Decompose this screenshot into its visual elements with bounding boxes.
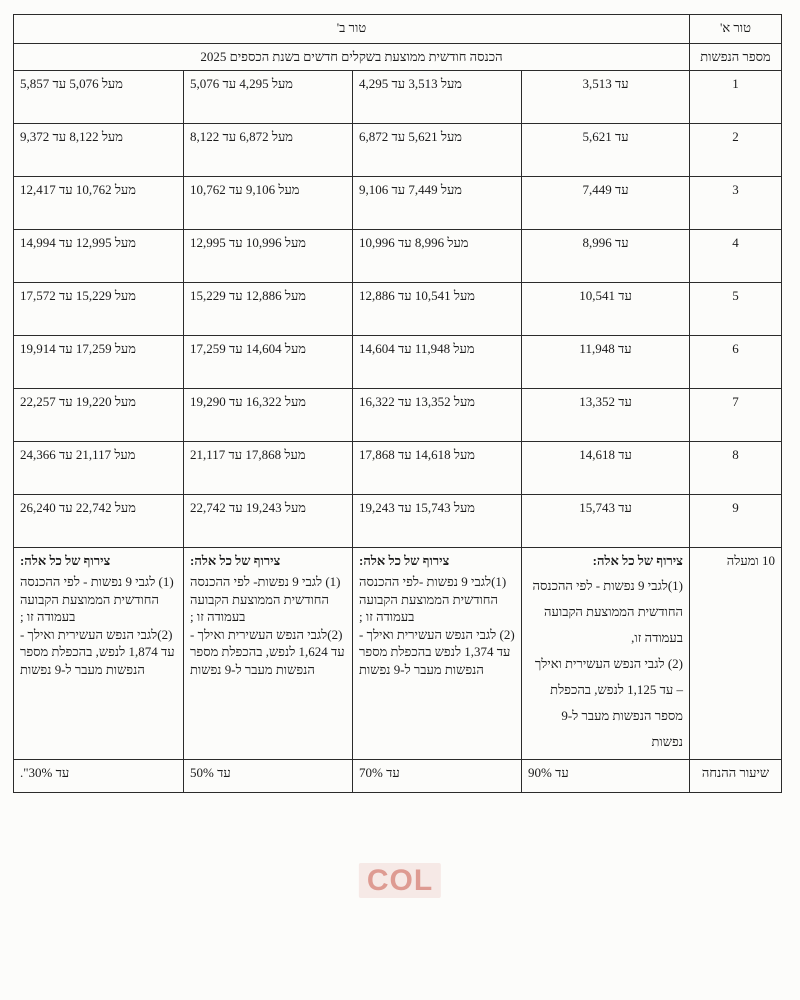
table-rate-row	[13, 760, 781, 793]
row-range-4: מעל 10,762 עד 12,417	[13, 176, 183, 229]
row-range-1: עד 13,352	[522, 388, 690, 441]
row-range-3: מעל 14,604 עד 17,259	[184, 335, 353, 388]
row-number: 6	[690, 335, 782, 388]
row-range-4: מעל 17,259 עד 19,914	[13, 335, 183, 388]
row-range-2: מעל 7,449 עד 9,106	[353, 176, 522, 229]
row-range-2: מעל 8,996 עד 10,996	[353, 229, 522, 282]
row-range-3: מעל 19,243 עד 22,742	[184, 494, 353, 547]
table-row	[13, 123, 781, 176]
rate-value-3: עד 50%	[184, 760, 353, 793]
row-range-2: מעל 15,743 עד 19,243	[353, 494, 522, 547]
row-range-1: עד 15,743	[522, 494, 690, 547]
row-range-3: מעל 12,886 עד 15,229	[184, 282, 353, 335]
header-col-a: טור א'	[690, 15, 782, 44]
row-range-3: מעל 6,872 עד 8,122	[184, 123, 353, 176]
table-summary-row	[13, 547, 781, 760]
table-header-row	[13, 15, 781, 44]
row-range-4: מעל 21,117 עד 24,366	[13, 441, 183, 494]
row-range-3: מעל 17,868 עד 21,117	[184, 441, 353, 494]
row-range-3: מעל 4,295 עד 5,076	[184, 70, 353, 123]
summary-note-1	[522, 547, 690, 760]
watermark	[349, 862, 451, 900]
summary-note-2-title: צירוף של כל אלה:	[359, 552, 450, 568]
summary-note-4-line2: (2)לגבי הנפש העשירית ואילך - עד 1,874 לנפש, בהכפלת מספר הנפשות מעבר ל-9 נפשות	[19, 626, 175, 677]
table-row	[13, 441, 781, 494]
rate-value-2: עד 70%	[353, 760, 522, 793]
summary-note-4-line1: (1) לגבי 9 נפשות - לפי ההכנסה החודשית הממוצעת הקבועה בעמודה זו ;	[19, 574, 174, 625]
row-range-4: מעל 8,122 עד 9,372	[13, 123, 183, 176]
table-row	[13, 388, 781, 441]
summary-note-4	[13, 547, 183, 760]
row-number: 4	[690, 229, 782, 282]
summary-note-2	[353, 547, 522, 760]
row-range-1: עד 11,948	[522, 335, 690, 388]
row-range-2: מעל 14,618 עד 17,868	[353, 441, 522, 494]
row-range-4: מעל 22,742 עד 26,240	[13, 494, 183, 547]
summary-note-4-title: צירוף של כל אלה:	[19, 552, 111, 568]
row-number: 2	[690, 123, 782, 176]
row-range-3: מעל 16,322 עד 19,290	[184, 388, 353, 441]
row-range-4: מעל 12,995 עד 14,994	[13, 229, 183, 282]
table-row	[13, 335, 781, 388]
row-number: 1	[690, 70, 782, 123]
table-row	[13, 229, 781, 282]
row-range-1: עד 8,996	[522, 229, 690, 282]
row-number: 3	[690, 176, 782, 229]
summary-note-3-line1: (1) לגבי 9 נפשות- לפי ההכנסה החודשית הממוצעת הקבועה בעמודה זו ;	[190, 574, 341, 625]
summary-note-3-line2: (2)לגבי הנפש העשירית ואילך - עד 1,624 לנפש, בהכפלת מספר הנפשות מעבר ל-9 נפשות	[190, 626, 345, 677]
income-discount-table	[13, 14, 782, 793]
row-range-4: מעל 5,076 עד 5,857	[13, 70, 183, 123]
row-range-1: עד 3,513	[522, 70, 690, 123]
table-row	[13, 70, 781, 123]
header-col-b: טור ב'	[13, 15, 689, 44]
rate-row-label: שיעור ההנחה	[690, 760, 782, 793]
table-subheader-row	[13, 44, 781, 71]
row-number: 8	[690, 441, 782, 494]
watermark-text: COL	[359, 863, 441, 898]
row-range-2: מעל 5,621 עד 6,872	[353, 123, 522, 176]
table-row	[13, 494, 781, 547]
row-range-1: עד 10,541	[522, 282, 690, 335]
summary-note-2-line2: (2) לגבי הנפש העשירית ואילך - עד 1,374 לנפש בהכפלת מספר הנפשות מעבר ל-9 נפשות	[359, 626, 515, 677]
row-number: 5	[690, 282, 782, 335]
summary-note-3	[184, 547, 353, 760]
row-range-1: עד 5,621	[522, 123, 690, 176]
row-number: 7	[690, 388, 782, 441]
row-range-2: מעל 13,352 עד 16,322	[353, 388, 522, 441]
summary-note-1-line2: (2) לגבי הנפש העשירית ואילך – עד 1,125 לנפש, בהכפלת מספר הנפשות מעבר ל-9 נפשות	[534, 656, 683, 750]
summary-note-2-line1: (1)לגבי 9 נפשות -לפי ההכנסה החודשית הממוצעת הקבועה בעמודה זו ;	[359, 574, 507, 625]
row-range-3: מעל 10,996 עד 12,995	[184, 229, 353, 282]
row-range-1: עד 14,618	[522, 441, 690, 494]
summary-note-1-title: צירוף של כל אלה:	[592, 552, 683, 568]
row-number: 9	[690, 494, 782, 547]
header-subtitle: הכנסה חודשית ממוצעת בשקלים חדשים בשנת הכספים 2025	[13, 44, 689, 71]
row-range-2: מעל 11,948 עד 14,604	[353, 335, 522, 388]
header-row-label: מספר הנפשות	[690, 44, 782, 71]
table-row	[13, 176, 781, 229]
summary-note-3-title: צירוף של כל אלה:	[190, 552, 281, 568]
row-range-2: מעל 3,513 עד 4,295	[353, 70, 522, 123]
row-range-1: עד 7,449	[522, 176, 690, 229]
row-range-2: מעל 10,541 עד 12,886	[353, 282, 522, 335]
rate-value-4: עד 30%".	[13, 760, 183, 793]
row-range-3: מעל 9,106 עד 10,762	[184, 176, 353, 229]
summary-row-number: 10 ומעלה	[690, 547, 782, 760]
table-row	[13, 282, 781, 335]
row-range-4: מעל 15,229 עד 17,572	[13, 282, 183, 335]
summary-note-1-line1: (1)לגבי 9 נפשות - לפי ההכנסה החודשית הממוצעת הקבועה בעמודה זו,	[532, 578, 683, 646]
row-range-4: מעל 19,220 עד 22,257	[13, 388, 183, 441]
rate-value-1: עד 90%	[522, 760, 690, 793]
